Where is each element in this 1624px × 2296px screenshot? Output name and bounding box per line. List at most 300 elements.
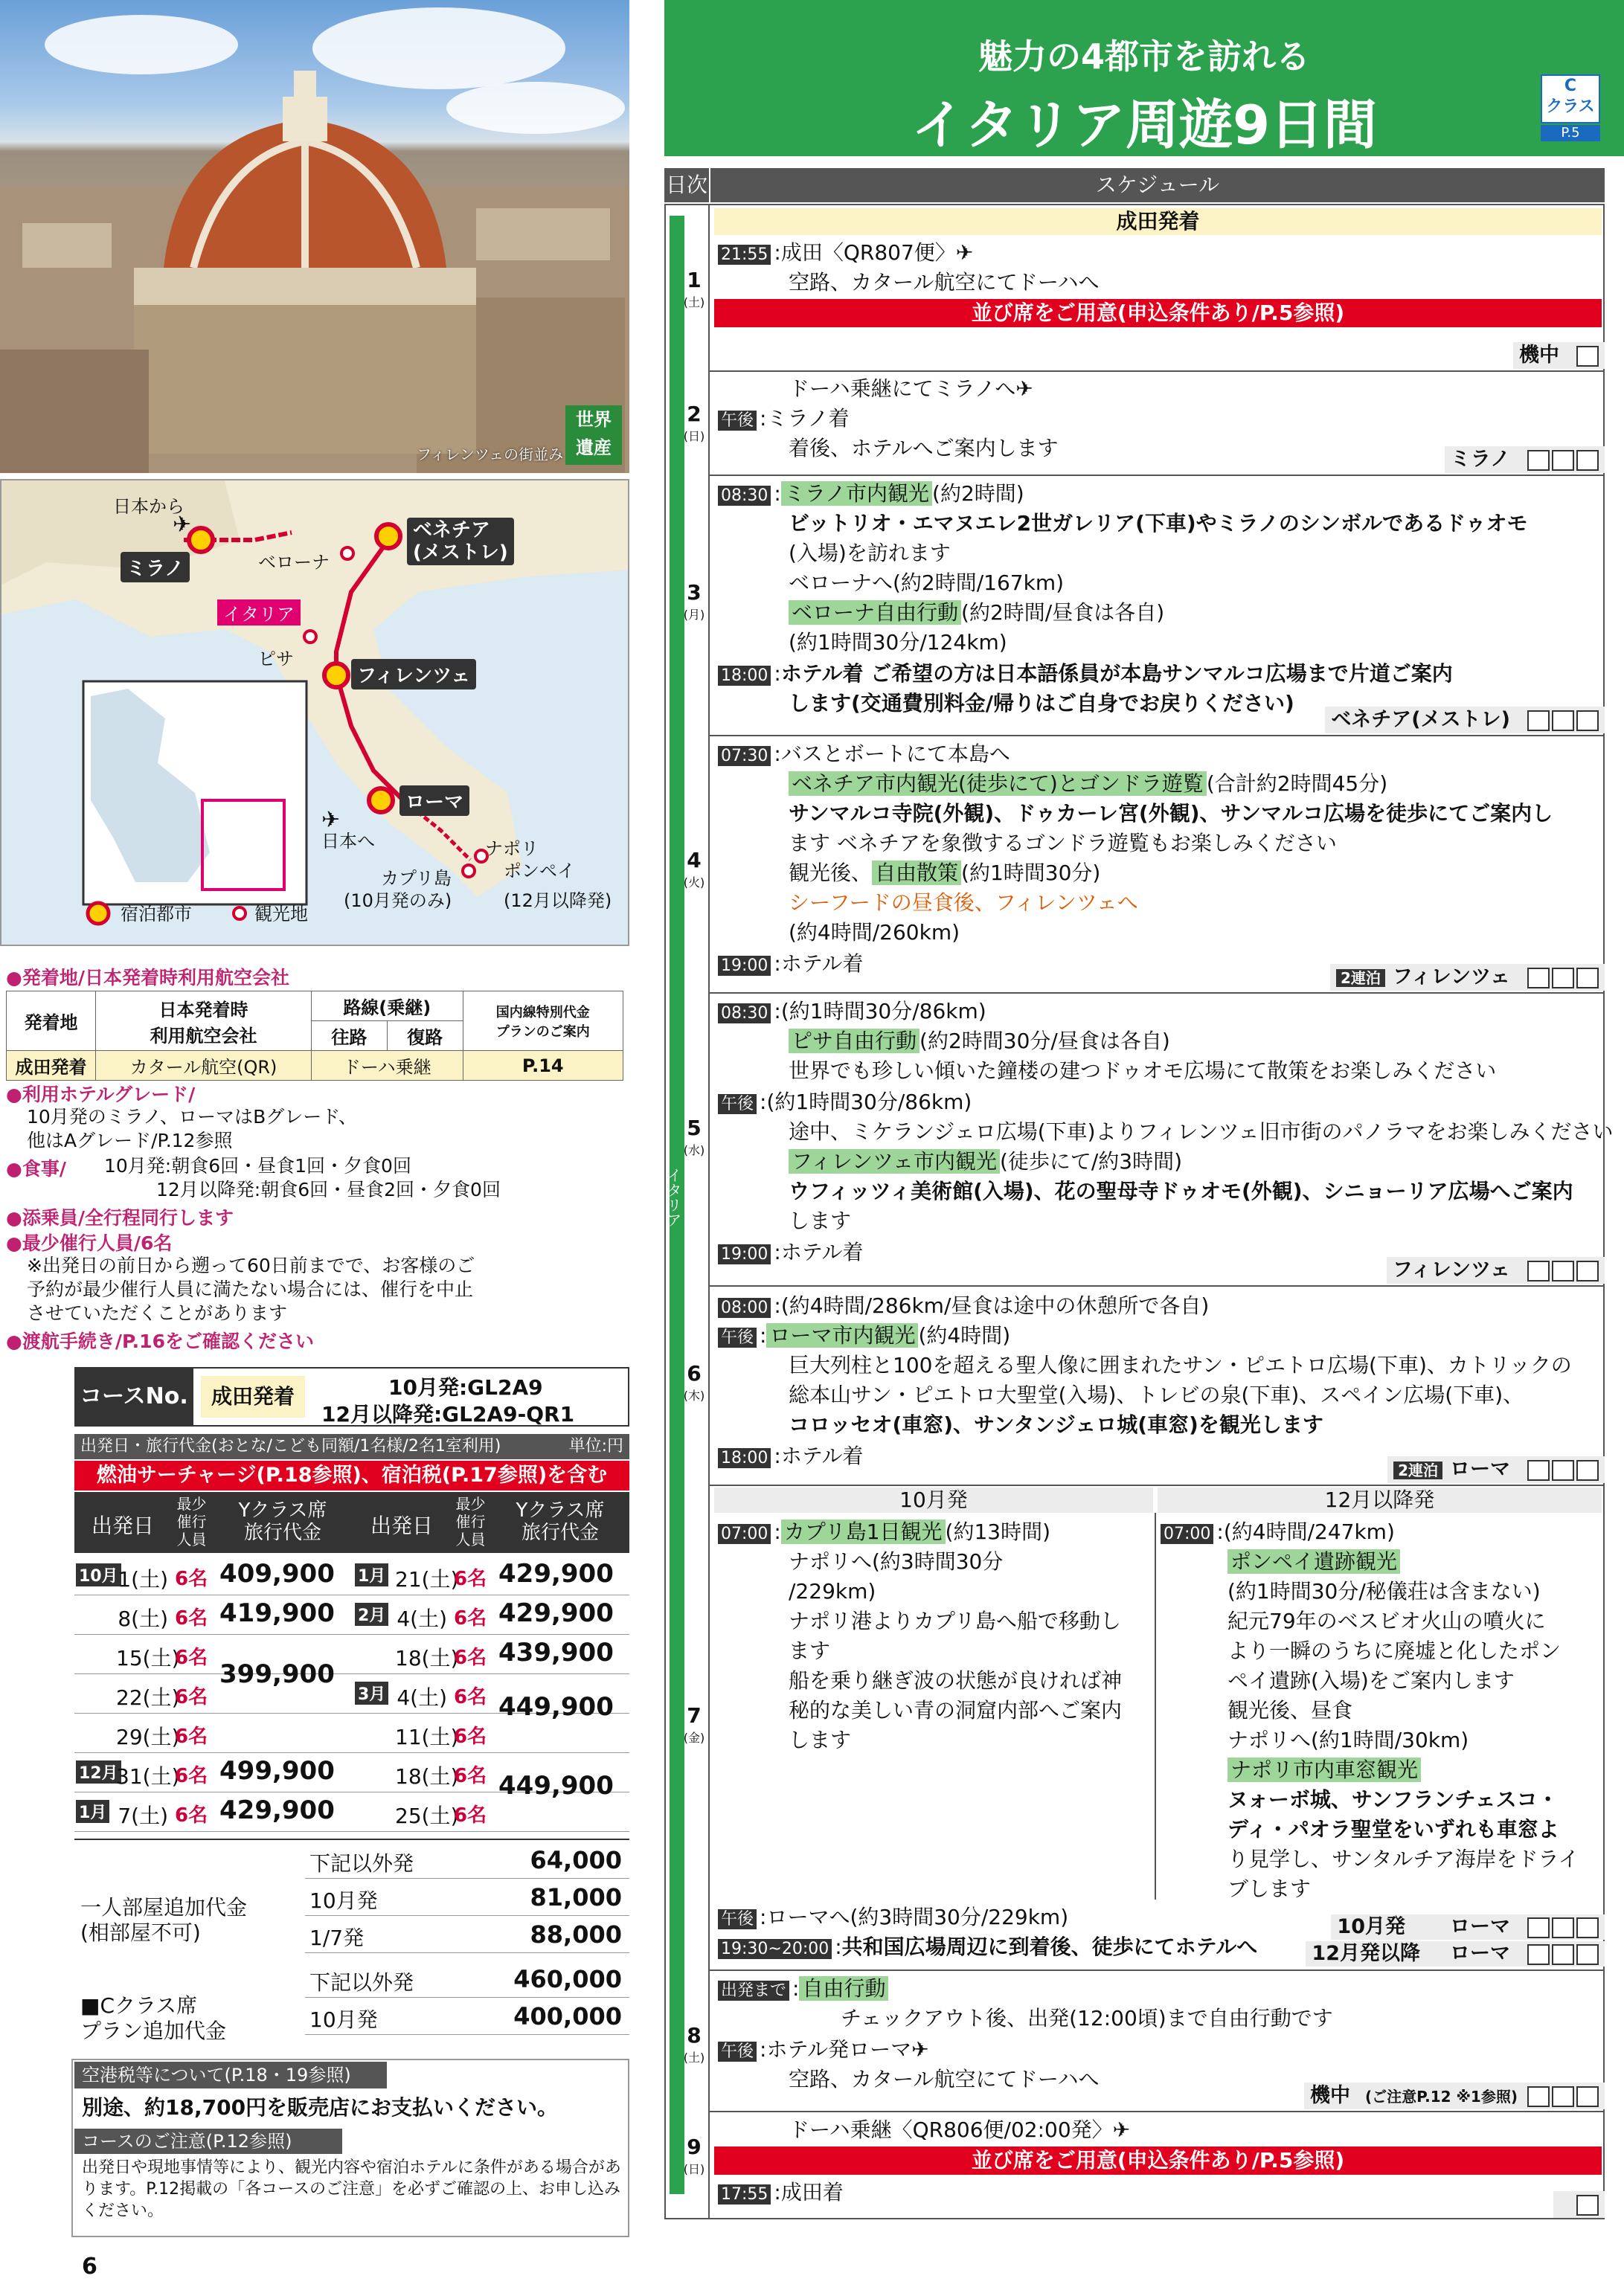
hotel-stay: [1325, 707, 1605, 733]
spot-capri-note: (10月発のみ): [344, 890, 452, 911]
text: 空路、カタール航空にてドーハへ: [789, 270, 1100, 295]
hotel-stay: [1387, 1456, 1605, 1483]
stay-city: ローマ: [1450, 1915, 1510, 1938]
extra-price: 400,000: [513, 2002, 622, 2030]
sub-header: 12月以降発: [1158, 1488, 1602, 1513]
route-map: [0, 479, 629, 946]
price-month: 1月: [355, 1563, 388, 1586]
price-min: 6名: [175, 1686, 208, 1708]
schedule-line: [789, 690, 1294, 717]
time-tag: 午後: [718, 1328, 757, 1348]
text: (約1時間30分/秘儀荘は含まない): [1227, 1579, 1541, 1604]
text: ホテル着 ご希望の方は日本語係員が本島サンマルコ広場まで片道ご案内: [780, 661, 1453, 686]
td-route: ドーハ乗継: [312, 1051, 463, 1081]
text: サンマルコ寺院(外観)、ドゥカーレ宮(外観)、サンマルコ広場を徒歩にてご案内し: [789, 801, 1553, 826]
price-row: [353, 1556, 629, 1595]
stay-note: (ご注意P.12 ※1参照): [1364, 2088, 1518, 2106]
schedule-line: [718, 1293, 1209, 1322]
extra-label: 下記以外発: [309, 1851, 414, 1876]
airplane-icon: ✈: [321, 807, 341, 833]
red-notice: 並び席をご用意(申込条件あり/P.5参照): [714, 299, 1602, 327]
schedule-line: [718, 2036, 929, 2065]
highlight-text: ミラノ市内観光: [781, 481, 932, 506]
country-label: イタリア: [664, 1168, 682, 1227]
price-unit: 単位:円: [568, 1437, 623, 1456]
price-date: 8(土): [118, 1607, 168, 1631]
text: ベローナへ(約2時間/167km): [789, 570, 1065, 595]
schedule-line: [789, 1549, 1003, 1575]
time-tag: 午後: [718, 2042, 757, 2062]
meal-note: 12月以降発:朝食6回・昼食2回・夕食0回: [156, 1179, 501, 1200]
text: (徒歩にて/約3時間): [999, 1149, 1183, 1174]
schedule-line: [718, 951, 863, 980]
schedule-line: [718, 1239, 863, 1268]
min-note: させていただくことがあります: [27, 1302, 288, 1324]
text: ます: [789, 1639, 831, 1663]
schedule-line: [718, 1975, 888, 2004]
schedule-line: [718, 1089, 972, 1118]
th-back: 復路: [387, 1021, 463, 1051]
highlight-text: ポンペイ遺跡観光: [1227, 1549, 1400, 1574]
price-value: 499,900: [219, 1756, 335, 1786]
schedule-line: [718, 2179, 844, 2208]
italy-label: イタリア: [217, 599, 301, 626]
extra-row: [305, 1916, 629, 1953]
spot-pompeii: ポンペイ: [504, 861, 575, 881]
time-tag: 19:00: [718, 1244, 771, 1264]
day-divider: [710, 992, 1605, 994]
th-route: 路線(乗継): [312, 991, 463, 1021]
schedule-line: [789, 629, 1007, 656]
time-tag: 08:00: [718, 1298, 771, 1318]
day-divider: [710, 735, 1605, 736]
hotel-note: 10月発のミラノ、ローマはBグレード、: [27, 1106, 357, 1128]
time-tag: 07:00: [718, 1524, 771, 1544]
price-min: 6名: [175, 1765, 208, 1787]
hotel-stay: [1330, 964, 1605, 991]
schedule-line: [1227, 1727, 1469, 1754]
text: より一瞬のうちに廃墟と化したポン: [1227, 1639, 1562, 1663]
meal-box-icon: [1552, 450, 1574, 471]
tax-heading: 空港税等について(P.18・19参照): [74, 2062, 387, 2088]
text: バスとボートにて本島へ: [780, 742, 1010, 766]
highlight-text: ベローナ自由行動: [789, 600, 961, 625]
schedule-line: [789, 1208, 851, 1235]
text: 巨大列柱と100を超える聖人像に囲まれたサン・ピエトロ広場(下車)、カトリックの: [789, 1353, 1572, 1377]
stay-city: 機中: [1309, 2084, 1350, 2107]
text: (約4時間/286km/昼食は途中の休憩所で各自): [780, 1293, 1210, 1318]
text: シーフードの昼食後、フィレンツェへ: [789, 890, 1138, 915]
text: ナポリへ(約3時間30分: [789, 1549, 1004, 1574]
time-tag: 19:30~20:00: [718, 1939, 832, 1959]
text: 総本山サン・ピエトロ大聖堂(入場)、トレビの泉(下車)、スペイン広場(下車)、: [789, 1383, 1524, 1407]
price-min: 6名: [175, 1568, 208, 1590]
extra-label: 1/7発: [309, 1926, 365, 1950]
text: 共和国広場周辺に到着後、徒歩にてホテルへ: [841, 1935, 1258, 1959]
day-weekday: (水): [683, 1143, 705, 1157]
price-min: 6名: [454, 1647, 487, 1669]
highlight-text: ローマ市内観光: [766, 1323, 918, 1348]
text: します: [789, 1728, 852, 1752]
schedule-line: [789, 376, 1033, 402]
schedule-line: [789, 800, 1553, 827]
schedule-line: [789, 1382, 1524, 1409]
day-number: 7: [687, 1703, 702, 1728]
surcharge-note: 燃油サーチャージ(P.18参照)、宿泊税(P.17参照)を含む: [74, 1461, 629, 1491]
text: ヌォーボ城、サンフランチェスコ・: [1227, 1787, 1559, 1812]
price-row: [353, 1674, 629, 1722]
schedule-line: [789, 570, 1064, 596]
hotel-stay: [1306, 1941, 1605, 1967]
time-tag: 17:55: [718, 2184, 771, 2205]
price-month: 12月: [76, 1760, 121, 1784]
td-page: P.14: [463, 1051, 623, 1081]
legend-spot: 観光地: [254, 904, 308, 924]
meal-box-icon: [1576, 346, 1599, 367]
meal-box-icon: [1576, 968, 1599, 988]
meal-box-icon: [1527, 710, 1550, 731]
meal-box-icon: [1527, 2086, 1550, 2107]
stay-city: ローマ: [1450, 1942, 1510, 1965]
min-heading: ●最少催行人員/6名: [6, 1232, 173, 1254]
col-date: 出発日: [370, 1514, 433, 1538]
meal-box-icon: [1527, 1917, 1550, 1938]
course-label: コースNo.: [74, 1367, 193, 1427]
day-weekday: (木): [683, 1389, 705, 1403]
colon: :: [774, 1240, 781, 1264]
price-date: 15(土): [116, 1646, 180, 1670]
guide-heading: ●添乗員/全行程同行します: [6, 1207, 234, 1229]
price-min: 6名: [454, 1765, 487, 1787]
col-min: 最少催行人員: [176, 1495, 207, 1549]
meal-box-icon: [1576, 1460, 1599, 1481]
price-value: 419,900: [219, 1598, 335, 1628]
badge-line: 遺産: [576, 437, 612, 458]
stay-city: 機中: [1519, 344, 1559, 367]
world-heritage-badge: [565, 405, 622, 465]
text: ドーハ乗継にてミラノへ✈: [789, 376, 1033, 401]
meal-box-icon: [1576, 450, 1599, 471]
day-weekday: (土): [683, 2051, 705, 2065]
extra-row: [305, 1842, 629, 1879]
price-min: 6名: [454, 1686, 487, 1708]
meal-note: 10月発:朝食6回・昼食1回・夕食0回: [104, 1155, 411, 1177]
meal-box-icon: [1576, 2086, 1599, 2107]
min-note: 予約が最少催行人員に満たない場合には、催行を中止: [27, 1279, 474, 1300]
schedule-line: [789, 540, 951, 567]
price-date: 11(土): [395, 1725, 459, 1749]
day-divider: [710, 475, 1605, 476]
schedule-line: [1227, 1668, 1515, 1694]
stay-city: ローマ: [1450, 1458, 1510, 1481]
price-date: 21(土): [395, 1567, 459, 1592]
column-divider: [1155, 1513, 1156, 1900]
text: /229km): [789, 1579, 876, 1604]
price-date: 18(土): [395, 1646, 459, 1670]
meal-box-icon: [1576, 1261, 1599, 1282]
highlight-text: ナポリ市内車窓観光: [1227, 1758, 1421, 1782]
text: 着後、ホテルへご案内します: [789, 436, 1059, 460]
schedule-line: [718, 1934, 1257, 1963]
col-min: 最少催行人員: [455, 1495, 486, 1549]
price-value: 449,900: [498, 1771, 614, 1801]
class-badge: C クラス: [1541, 74, 1600, 123]
schedule-line: [789, 1578, 876, 1605]
schedule-line: [718, 1904, 1068, 1933]
price-row: [353, 1595, 629, 1635]
text: ミラノ着: [766, 406, 850, 431]
schedule-line: [789, 1727, 851, 1754]
time-tag: 07:00: [1161, 1524, 1213, 1544]
price-row: [353, 1792, 629, 1832]
price-row: [353, 1753, 629, 1801]
meal-box-icon: [1527, 450, 1550, 471]
price-date: 1(土): [118, 1567, 168, 1592]
highlight-text: 自由散策: [872, 861, 961, 885]
text: ホテル発: [766, 2037, 850, 2062]
schedule-line: [789, 830, 1337, 857]
course-origin: 成田発着: [201, 1376, 305, 1418]
schedule-line: [718, 239, 973, 268]
colon: :: [774, 999, 781, 1023]
price-date: 7(土): [118, 1804, 168, 1828]
text: (約1時間30分/124km): [789, 630, 1007, 655]
course-box: [74, 1367, 629, 1427]
schedule-line: [1227, 1757, 1421, 1784]
text: 成田着: [780, 2180, 844, 2205]
schedule-header: スケジュール: [710, 168, 1605, 202]
spot-pompeii-note: (12月以降発): [504, 890, 612, 911]
schedule-line: [718, 741, 1010, 770]
spot-naples: ナポリ: [485, 838, 539, 859]
stay-label: 12月発以降: [1312, 1942, 1420, 1965]
schedule-line: [718, 660, 1453, 689]
day-weekday: (日): [683, 429, 705, 443]
text: 船を乗り継ぎ波の状態が良ければ神: [789, 1668, 1123, 1693]
price-date: 4(土): [397, 1685, 447, 1710]
text: (約2時間/昼食は各自): [961, 600, 1165, 625]
red-notice: 並び席をご用意(申込条件あり/P.5参照): [714, 2147, 1602, 2175]
time-tag: 出発まで: [718, 1981, 789, 2001]
text: ローマ✈: [849, 2037, 929, 2062]
schedule-line: [789, 1668, 1122, 1694]
price-row: [74, 1595, 353, 1635]
price-month: 10月: [76, 1563, 121, 1586]
colon: :: [774, 2180, 781, 2205]
price-min: 6名: [175, 1726, 208, 1748]
text: ます ベネチアを象徴するゴンドラ遊覧もお楽しみください: [789, 831, 1337, 855]
meal-box-icon: [1527, 1261, 1550, 1282]
class-page: P.5: [1541, 125, 1600, 141]
meal-box-icon: [1576, 710, 1599, 731]
text: 観光後、昼食: [1227, 1698, 1353, 1723]
schedule-line: [1227, 1876, 1311, 1903]
hotel-stay: [1513, 342, 1605, 369]
text: り見学し、サンタルチア海岸をドライ: [1227, 1847, 1579, 1871]
day-weekday: (金): [683, 1731, 705, 1745]
origin-band: 成田発着: [714, 208, 1602, 235]
td-place: 成田発着: [7, 1051, 96, 1081]
text: 世界でも珍しい傾いた鐘楼の建つドゥオモ広場にて散策をお楽しみください: [789, 1058, 1497, 1083]
schedule-line: [718, 998, 986, 1027]
day-number: 9: [687, 2135, 702, 2159]
day-weekday: (土): [683, 295, 705, 309]
text: 紀元79年のベスビオ火山の噴火に: [1227, 1609, 1546, 1633]
day-number: 1: [687, 268, 702, 292]
day-weekday: (月): [683, 608, 705, 622]
text: コロッセオ(車窓)、サンタンジェロ城(車窓)を観光します: [789, 1412, 1323, 1437]
colon: :: [835, 1935, 842, 1959]
schedule-line: [1227, 1608, 1546, 1635]
text: 空路、カタール航空にてドーハへ: [789, 2067, 1100, 2091]
price-value: 439,900: [498, 1638, 614, 1668]
schedule-line: [789, 1058, 1496, 1084]
day-number: 6: [687, 1361, 702, 1386]
day-divider: [710, 370, 1605, 372]
colon: :: [760, 406, 767, 431]
schedule-line: [1227, 1578, 1541, 1605]
text: (約4時間): [918, 1323, 1011, 1348]
spot-verona: ベローナ: [258, 552, 330, 573]
schedule-line: [789, 860, 1100, 887]
meal-box-icon: [1552, 710, 1574, 731]
nights-badge: 2連泊: [1393, 1461, 1442, 1479]
day-number: 2: [687, 402, 702, 426]
airplane-icon: ✈: [173, 512, 192, 538]
min-note: ※出発日の前日から遡って60日前までで、お客様のご: [27, 1255, 475, 1276]
hotel-stay: [1387, 1257, 1605, 1284]
schedule-line: [789, 435, 1059, 462]
tax-body: 別途、約18,700円を販売店にお支払いください。: [82, 2095, 559, 2120]
price-value: 399,900: [219, 1659, 335, 1689]
schedule-line: [718, 480, 1024, 509]
extra-label: 下記以外発: [309, 1970, 414, 1995]
schedule-line: [789, 890, 1138, 916]
colon: :: [774, 481, 781, 506]
text: ブします: [1227, 1877, 1312, 1901]
text: (約4時間/247km): [1223, 1520, 1395, 1544]
spot-capri: カプリ島: [381, 868, 452, 889]
price-row: [74, 1753, 353, 1792]
time-tag: 19:00: [718, 956, 771, 976]
stay-city: ベネチア(メストレ): [1331, 708, 1510, 731]
colon: :: [774, 1293, 781, 1318]
price-date: 29(土): [116, 1725, 180, 1749]
time-tag: 18:00: [718, 1448, 771, 1468]
th-domestic: 国内線特別代金 プランのご案内: [463, 991, 623, 1051]
highlight-text: ピサ自由行動: [789, 1029, 919, 1053]
text: ビットリオ・エマヌエレ2世ガレリア(下車)やミラノのシンボルであるドゥオモ: [789, 511, 1528, 536]
price-value: 429,900: [219, 1795, 335, 1825]
day-divider: [710, 2111, 1605, 2112]
schedule-line: [789, 919, 960, 946]
price-row: [74, 1792, 353, 1832]
hotel-stay: [1304, 2083, 1605, 2109]
text: (約13時間): [945, 1520, 1051, 1544]
course-oct: 10月発:GL2A9: [388, 1375, 543, 1400]
colon: :: [760, 1323, 767, 1348]
meal-box-icon: [1552, 1460, 1574, 1481]
text: ウフィッツィ美術館(入場)、花の聖母寺ドゥオモ(外観)、シニョーリア広場へご案内: [789, 1179, 1573, 1203]
sub-header: 10月発: [714, 1488, 1153, 1513]
price-month: 2月: [355, 1603, 388, 1626]
airline-table: [6, 991, 623, 1081]
day-number: 3: [687, 580, 702, 605]
text: (合計約2時間45分): [1206, 771, 1388, 796]
colon: :: [774, 1520, 781, 1544]
text: ディ・パオラ聖堂をいずれも車窓よ: [1227, 1817, 1559, 1842]
schedule-line: [718, 1519, 1050, 1548]
text: します: [789, 1209, 852, 1233]
schedule-line: [1227, 1787, 1559, 1813]
hotel-stay: [1445, 446, 1605, 473]
meal-box-icon: [1552, 2086, 1574, 2107]
price-min: 6名: [175, 1804, 208, 1827]
from-japan-label: 日本から: [113, 496, 184, 517]
single-label: 一人部屋追加代金 (相部屋不可): [80, 1895, 248, 1945]
th-go: 往路: [312, 1021, 388, 1051]
extra-row: [305, 1961, 629, 1998]
schedule-line: [718, 1443, 863, 1472]
highlight-text: 自由行動: [799, 1976, 888, 2001]
day-weekday: (火): [683, 875, 705, 890]
schedule-line: [789, 599, 1164, 626]
meal-box-icon: [1552, 1261, 1574, 1282]
text: チェックアウト後、出発(12:00頃)まで自由行動です: [841, 2006, 1333, 2030]
day-divider: [710, 1969, 1605, 1971]
colon: :: [760, 1905, 767, 1929]
text: ホテル着: [780, 1444, 864, 1468]
time-tag: 07:30: [718, 746, 771, 766]
title-header: [664, 0, 1624, 156]
text: ナポリ港よりカプリ島へ船で移動し: [789, 1609, 1121, 1633]
day-divider: [710, 1485, 1605, 1486]
day-number: 4: [687, 848, 702, 872]
schedule-line: [1227, 1697, 1352, 1724]
colon: :: [1216, 1520, 1224, 1544]
colon: :: [792, 1976, 800, 2001]
text: 観光後、: [789, 861, 873, 885]
nights-badge: 2連泊: [1336, 969, 1385, 987]
text: ホテル着: [780, 1240, 864, 1264]
stay-city: フィレンツェ: [1392, 965, 1510, 988]
time-tag: 18:00: [718, 666, 771, 686]
legend-city: 宿泊都市: [121, 904, 192, 924]
meal-box-icon: [1527, 1460, 1550, 1481]
text: (約2時間): [932, 481, 1024, 506]
price-month: 3月: [355, 1682, 388, 1705]
price-min: 6名: [175, 1607, 208, 1630]
schedule-line: [718, 405, 850, 434]
spot-pisa: ピサ: [258, 649, 294, 669]
text: (約2時間30分/昼食は各自): [919, 1029, 1170, 1053]
price-min: 6名: [454, 1804, 487, 1827]
cclass-label: ■Cクラス席 プラン追加代金: [80, 1993, 227, 2043]
price-min: 6名: [175, 1647, 208, 1669]
extra-label: 10月発: [309, 2007, 378, 2032]
passport-heading: ●渡航手続き/P.16をご確認ください: [6, 1331, 314, 1352]
stay-city: フィレンツェ: [1392, 1258, 1510, 1282]
badge-line: 世界: [576, 409, 612, 430]
schedule-line: [789, 2117, 1130, 2144]
extra-label: 10月発: [309, 1888, 378, 1913]
col-price: Yクラス席 旅行代金: [238, 1499, 327, 1544]
schedule-line: [1161, 1519, 1395, 1548]
schedule-line: [789, 1028, 1170, 1055]
price-value: 429,900: [498, 1559, 614, 1589]
text: (約1時間30分): [961, 861, 1101, 885]
page-number: 6: [82, 2254, 97, 2280]
